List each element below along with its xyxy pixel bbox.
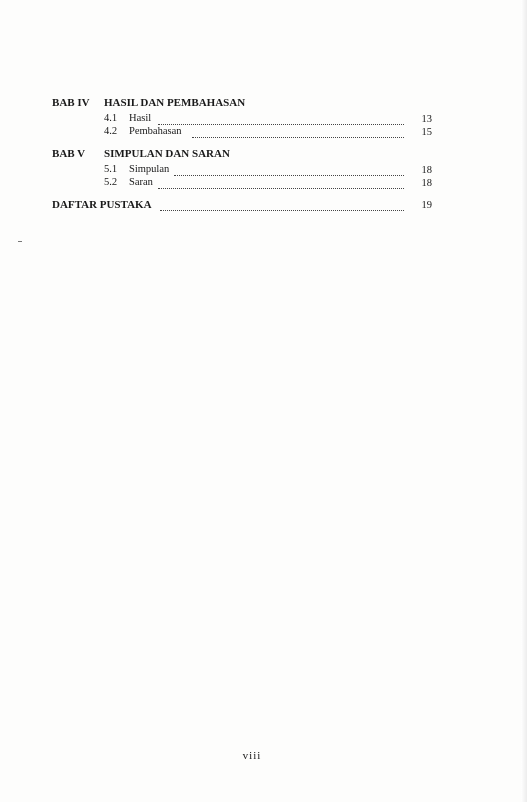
chapter-heading-bab-v [52, 148, 432, 164]
toc-entry-pembahasan [52, 126, 432, 139]
page-number: 13 [421, 114, 432, 125]
toc-entry-simpulan [52, 164, 432, 177]
section-number: 4.2 [104, 126, 118, 137]
chapter-title: HASIL DAN PEMBAHASAN [104, 97, 246, 109]
section-title: Hasil [129, 113, 152, 124]
section-number: 5.2 [104, 177, 118, 188]
chapter-heading-bab-iv [52, 97, 432, 113]
section-title: Simpulan [129, 164, 170, 175]
dot-leader [160, 199, 404, 211]
page-edge-shadow [521, 0, 527, 802]
dot-leader [174, 164, 404, 176]
section-number: 5.1 [104, 164, 118, 175]
toc-entry-hasil [52, 113, 432, 126]
page-number: 19 [421, 200, 432, 211]
page-number: 18 [421, 178, 432, 189]
page-number: 18 [421, 165, 432, 176]
chapter-title: SIMPULAN DAN SARAN [104, 148, 230, 160]
toc-entry-saran [52, 177, 432, 190]
toc-entry-daftar-pustaka [52, 199, 432, 213]
table-of-contents [52, 97, 432, 213]
chapter-number: BAB IV [52, 97, 90, 109]
section-title: Pembahasan [129, 126, 182, 137]
roman-page-number: viii [242, 750, 262, 762]
daftar-pustaka-title: DAFTAR PUSTAKA [52, 199, 152, 211]
section-title: Saran [129, 177, 153, 188]
section-number: 4.1 [104, 113, 118, 124]
dot-leader [158, 177, 404, 189]
scan-speck [18, 241, 22, 242]
dot-leader [192, 126, 404, 138]
chapter-number: BAB V [52, 148, 86, 160]
page-number: 15 [421, 127, 432, 138]
dot-leader [158, 113, 404, 125]
